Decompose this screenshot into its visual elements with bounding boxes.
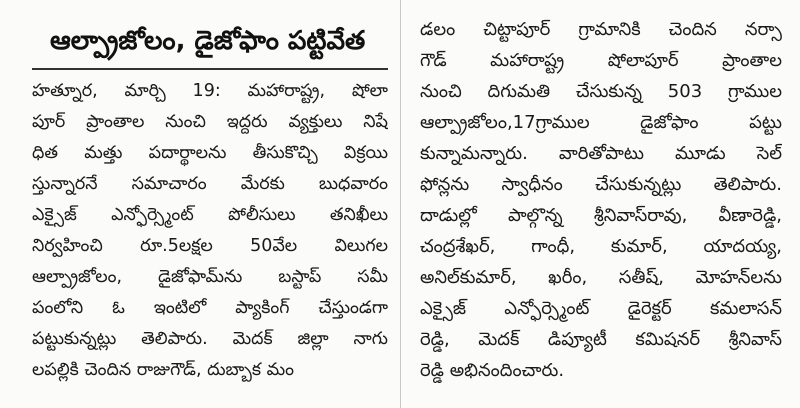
text-line: ఆల్ప్రాజోలం,17గ్రాముల డైజోఫాం పట్టు bbox=[420, 112, 782, 133]
text-line: నిర్వహించి రూ.5లక్షల 50వేల విలుగల bbox=[32, 236, 388, 256]
text-line: నుంచి దిగుమతి చేసుకున్న 503 గ్రాముల bbox=[420, 81, 782, 102]
left-column bbox=[0, 0, 398, 408]
right-column bbox=[404, 0, 800, 408]
right-column-text bbox=[420, 14, 782, 386]
text-line: అనిల్‌కుమార్, ఖరీం, సతీష్, మోహన్‌లను bbox=[420, 267, 782, 288]
text-line: ఎక్సైజ్ ఎన్ఫోర్స్మెంట్ డైరెక్టర్ కమలాసన్ bbox=[420, 298, 782, 319]
headline: ఆల్ప్రాజోలం, డైజోఫాం పట్టివేత bbox=[50, 26, 366, 56]
text-line: పూర్ ప్రాంతాల నుంచి ఇద్దరు వ్యక్తులు నిషే bbox=[32, 112, 388, 132]
text-line: పట్టుకున్నట్లు తెలిపారు. మెదక్ జిల్లా నాగు bbox=[32, 329, 388, 349]
text-line: ఫోన్లను స్వాధీనం చేసుకున్నట్లు తెలిపారు. bbox=[420, 174, 782, 195]
text-line: దాడుల్లో పాల్గొన్న శ్రీనివాస్‌రావు, వీణారెడ్డి, bbox=[420, 205, 782, 226]
text-line: పంలోని ఓ ఇంటిలో ప్యాకింగ్ చేస్తుండగా bbox=[32, 298, 388, 318]
text-line: ధిత మత్తు పదార్థాలను తీసుకొచ్చి విక్రయి bbox=[32, 143, 388, 163]
text-line: గౌడ్ మహారాష్ట్ర షోలాపూర్ ప్రాంతాల bbox=[420, 50, 782, 71]
text-line: హత్నూర, మార్చి 19: మహారాష్ట్ర, షోలా bbox=[32, 81, 388, 101]
text-line: రెడ్డి అభినందించారు. bbox=[420, 360, 565, 381]
text-line: డలం చిట్టాపూర్ గ్రామానికి చెందిన నర్సా bbox=[420, 19, 782, 40]
text-line: ఆల్ప్రాజోలం, డైజోఫామ్‌ను బస్టాప్ సమీ bbox=[32, 267, 388, 287]
text-line: చంద్రశేఖర్, గాంధీ, కుమార్, యాదయ్య, bbox=[420, 236, 782, 257]
headline-rule bbox=[32, 68, 388, 70]
text-line: స్తున్నారనే సమాచారం మేరకు బుధవారం bbox=[32, 174, 388, 194]
text-line: లపల్లికి చెందిన రాజుగౌడ్, దుబ్బాక మం bbox=[32, 360, 294, 380]
text-line: కున్నామన్నారు. వారితోపాటు మూడు సెల్ bbox=[420, 143, 782, 164]
text-line: రెడ్డి, మెదక్ డిప్యూటీ కమిషనర్ శ్రీనివాస్ bbox=[420, 329, 782, 350]
left-column-text bbox=[32, 76, 388, 386]
column-divider bbox=[400, 0, 401, 408]
text-line: ఎక్సైజ్ ఎన్ఫోర్స్మెంట్ పోలీసులు తనిఖీలు bbox=[32, 205, 388, 225]
